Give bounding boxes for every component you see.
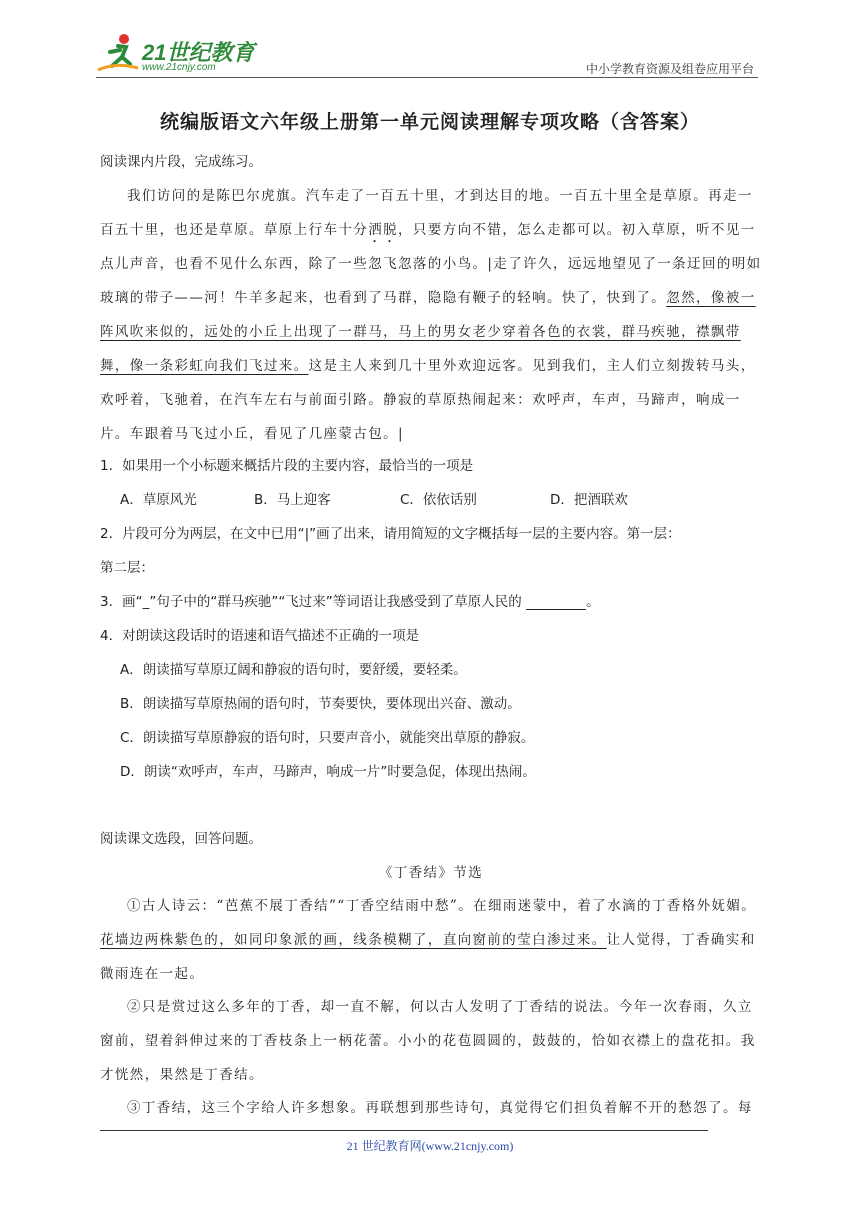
passage-dotted-word: 洒脱 (368, 222, 399, 238)
excerpt-paragraph-2: ②只是赏过这么多年的丁香，却一直不解，何以古人发明了丁香结的说法。今年一次春雨，久立窗前，望着斜伸过来的丁香枝条上一柄花蕾。小小的花苞圆圆的，鼓鼓的，恰如衣襟上的盘花扣。我才恍然，果然是丁香结。 (100, 999, 756, 1083)
site-logo[interactable] (96, 32, 266, 76)
runner-icon (96, 32, 140, 74)
footer-link[interactable]: 21 世纪教育网(www.21cnjy.com) (346, 1139, 514, 1153)
question-1: 1．如果用一个小标题来概括片段的主要内容，最恰当的一项是 (100, 458, 474, 474)
logo-text: 21世纪教育 (142, 40, 255, 65)
excerpt-paragraph-3: ③丁香结，这三个字给人许多想象。再联想到那些诗句，真觉得它们担负着解不开的愁怨了。每 (127, 1100, 753, 1116)
question-2: 2．片段可分为两层，在文中已用“|”画了出来，请用简短的文字概括每一层的主要内容。第一层： (100, 526, 681, 542)
passage-part3: 走了许久，远远地望见了一条迂回的明如玻璃的带子——河！牛羊多起来，也看到了马群，隐隐有鞭子的轻响。快了，快到了。 (100, 256, 762, 306)
layer-divider-mark-end: | (398, 426, 404, 442)
page-header (96, 30, 758, 78)
passage-part1: 我们访问的是陈巴尔虎旗。汽车走了一百五十里，才到达目的地。一百五十里全是草原。再走一百五十里，也还是草原。草原上行车十分 (100, 188, 753, 238)
header-divider (96, 77, 758, 78)
layer-divider-mark: | (487, 256, 494, 272)
page-title: 统编版语文六年级上册第一单元阅读理解专项攻略（含答案） (159, 111, 700, 133)
excerpt-title: 《丁香结》节选 (378, 865, 484, 881)
q4-option-b[interactable]: B．朗读描写草原热闹的语句时，节奏要快，要体现出兴奋、激动。 (120, 696, 521, 712)
platform-name: 中小学教育资源及组卷应用平台 (585, 62, 754, 76)
q4-option-d[interactable]: D．朗读“欢呼声，车声，马蹄声，响成一片”时要急促，体现出热闹。 (120, 764, 536, 780)
question-1-options (120, 483, 782, 517)
passage-part4: 这是主人来到几十里外欢迎远客。见到我们，主人们立刻拨转马头，欢呼着，飞驰着，在汽车左右与前面引路。静寂的草原热闹起来：欢呼声，车声，马蹄声，响成一片。车跟着马飞过小丘，看见了几座蒙古包。 (100, 358, 756, 442)
q4-option-a[interactable]: A．朗读描写草原辽阔和静寂的语句时，要舒缓，要轻柔。 (120, 662, 467, 678)
footer-divider (100, 1130, 708, 1131)
excerpt-p1-part2: 让人觉得，丁香确实和微雨连在一起。 (100, 932, 756, 982)
q1-option-a[interactable]: A．草原风光 (120, 492, 197, 508)
passage-part2: ，只要方向不错，怎么走都可以。初入草原，听不见一点儿声音，也看不见什么东西，除了一些忽飞忽落的小鸟。 (100, 222, 756, 272)
q1-option-b[interactable]: B．马上迎客 (254, 492, 331, 508)
section1-intro: 阅读课内片段，完成练习。 (100, 154, 262, 170)
question-3-end: 。 (586, 594, 600, 610)
question-4: 4．对朗读这段话时的语速和语气描述不正确的一项是 (100, 628, 420, 644)
excerpt-paragraph-1 (100, 889, 762, 991)
q1-option-c[interactable]: C．依依话别 (400, 492, 477, 508)
q4-option-c[interactable]: C．朗读描写草原静寂的语句时，只要声音小，就能突出草原的静寂。 (120, 730, 535, 746)
section2-intro: 阅读课文选段，回答问题。 (100, 831, 262, 847)
answer-blank[interactable] (526, 595, 586, 610)
excerpt-p1-part1: ①古人诗云：“芭蕉不展丁香结”“丁香空结雨中愁”。在细雨迷蒙中，着了水滴的丁香格外妩媚。 (127, 898, 757, 914)
question-3 (100, 585, 762, 619)
question-3-text: 3．画“_”句子中的“群马疾驰”“飞过来”等词语让我感受到了草原人民的 (100, 594, 522, 610)
excerpt-underlined-sentence: 花墙边两株紫色的，如同印象派的画，线条模糊了，直向窗前的莹白渗过来。 (100, 932, 607, 948)
section1-passage (100, 179, 762, 451)
question-2-second-layer: 第二层： (100, 560, 154, 576)
logo-url: www.21cnjy.com (142, 62, 216, 73)
q1-option-d[interactable]: D．把酒联欢 (550, 492, 628, 508)
passage-underlined-sentence: 忽然，像被一阵风吹来似的，远处的小丘上出现了一群马，马上的男女老少穿着各色的衣裳，群马疾驰，襟飘带舞，像一条彩虹向我们飞过来。 (100, 290, 756, 374)
